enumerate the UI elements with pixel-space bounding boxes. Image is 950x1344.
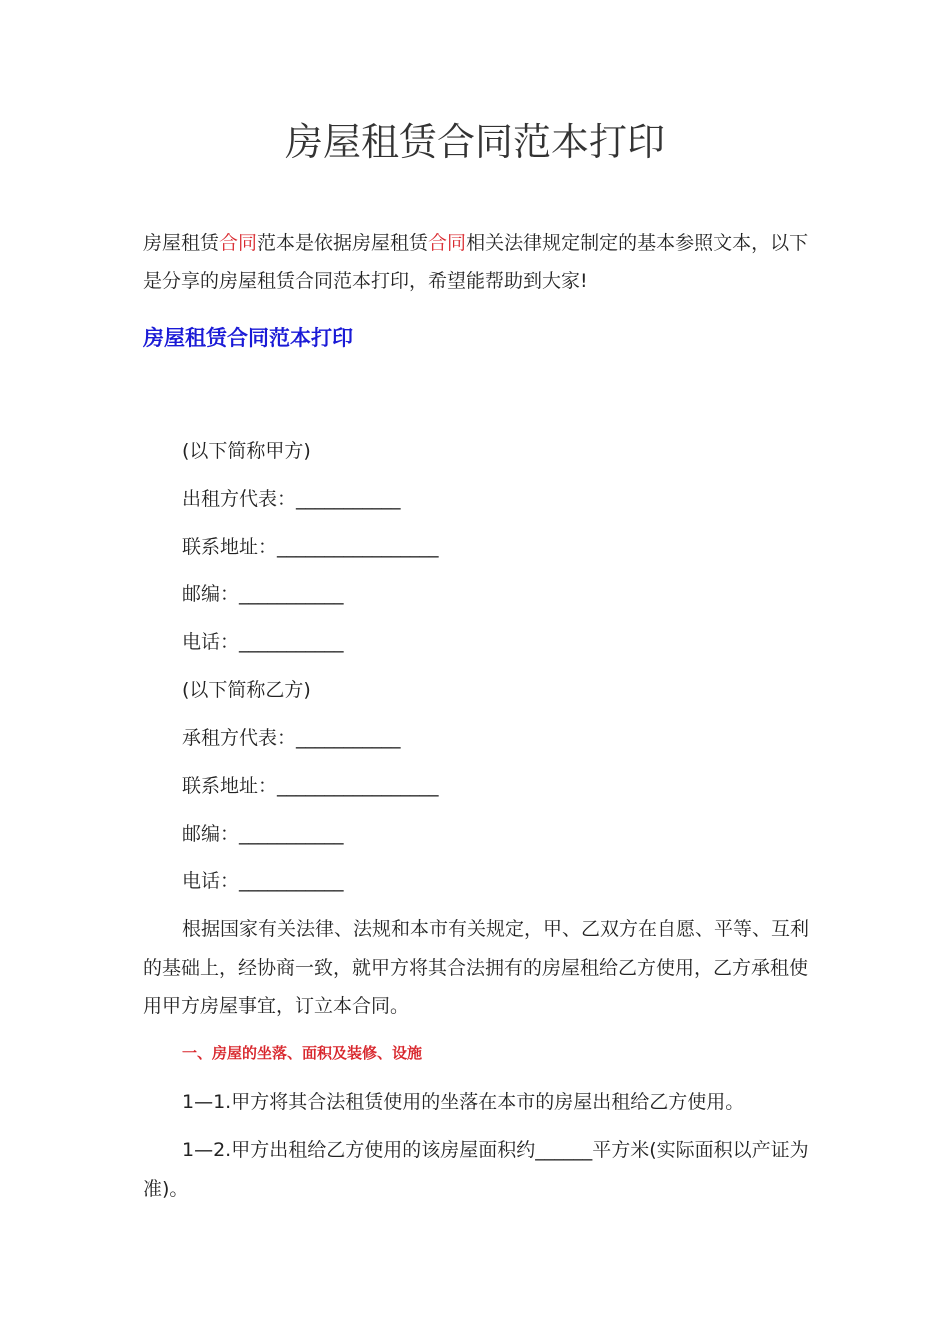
contract-link-1[interactable]: 合同 — [219, 232, 258, 254]
party-b-label: (以下简称乙方) — [182, 679, 311, 701]
party-b-address: 联系地址：_________________ — [182, 775, 439, 797]
party-a-phone: 电话：___________ — [182, 631, 344, 653]
party-a-address: 联系地址：_________________ — [182, 536, 439, 558]
party-b-phone: 电话：___________ — [182, 870, 344, 892]
section-heading: 房屋租赁合同范本打印 — [143, 326, 353, 350]
party-a-rep: 出租方代表：___________ — [182, 488, 401, 510]
clause-1-item-2: 1—2.甲方出租给乙方使用的该房屋面积约______平方米(实际面积以产证为准)。 — [143, 1139, 809, 1200]
preamble-paragraph: 根据国家有关法律、法规和本市有关规定，甲、乙双方在自愿、平等、互利的基础上，经协商一致，就甲方将其合法拥有的房屋租给乙方使用，乙方承租使用甲方房屋事宜，订立本合同。 — [143, 918, 810, 1017]
party-b-postcode: 邮编：___________ — [182, 823, 344, 845]
intro-text-1: 房屋租赁 — [143, 232, 220, 254]
contract-link-2[interactable]: 合同 — [428, 232, 467, 254]
clause-1-item-1: 1—1.甲方将其合法租赁使用的坐落在本市的房屋出租给乙方使用。 — [182, 1091, 745, 1113]
party-a-postcode: 邮编：___________ — [182, 583, 344, 605]
party-b-rep: 承租方代表：___________ — [182, 727, 401, 749]
intro-paragraph — [143, 224, 813, 300]
clause-1-heading: 一、房屋的坐落、面积及装修、设施 — [182, 1044, 423, 1062]
intro-text-2: 范本是依据房屋租赁 — [257, 232, 429, 254]
page-title: 房屋租赁合同范本打印 — [284, 120, 665, 164]
intro-text-3: 相关法律规定制定的基本参照文本，以下是分享的房屋租赁合同范本打印，希望能帮助到大家! — [143, 232, 809, 292]
party-a-label: (以下简称甲方) — [182, 440, 311, 462]
